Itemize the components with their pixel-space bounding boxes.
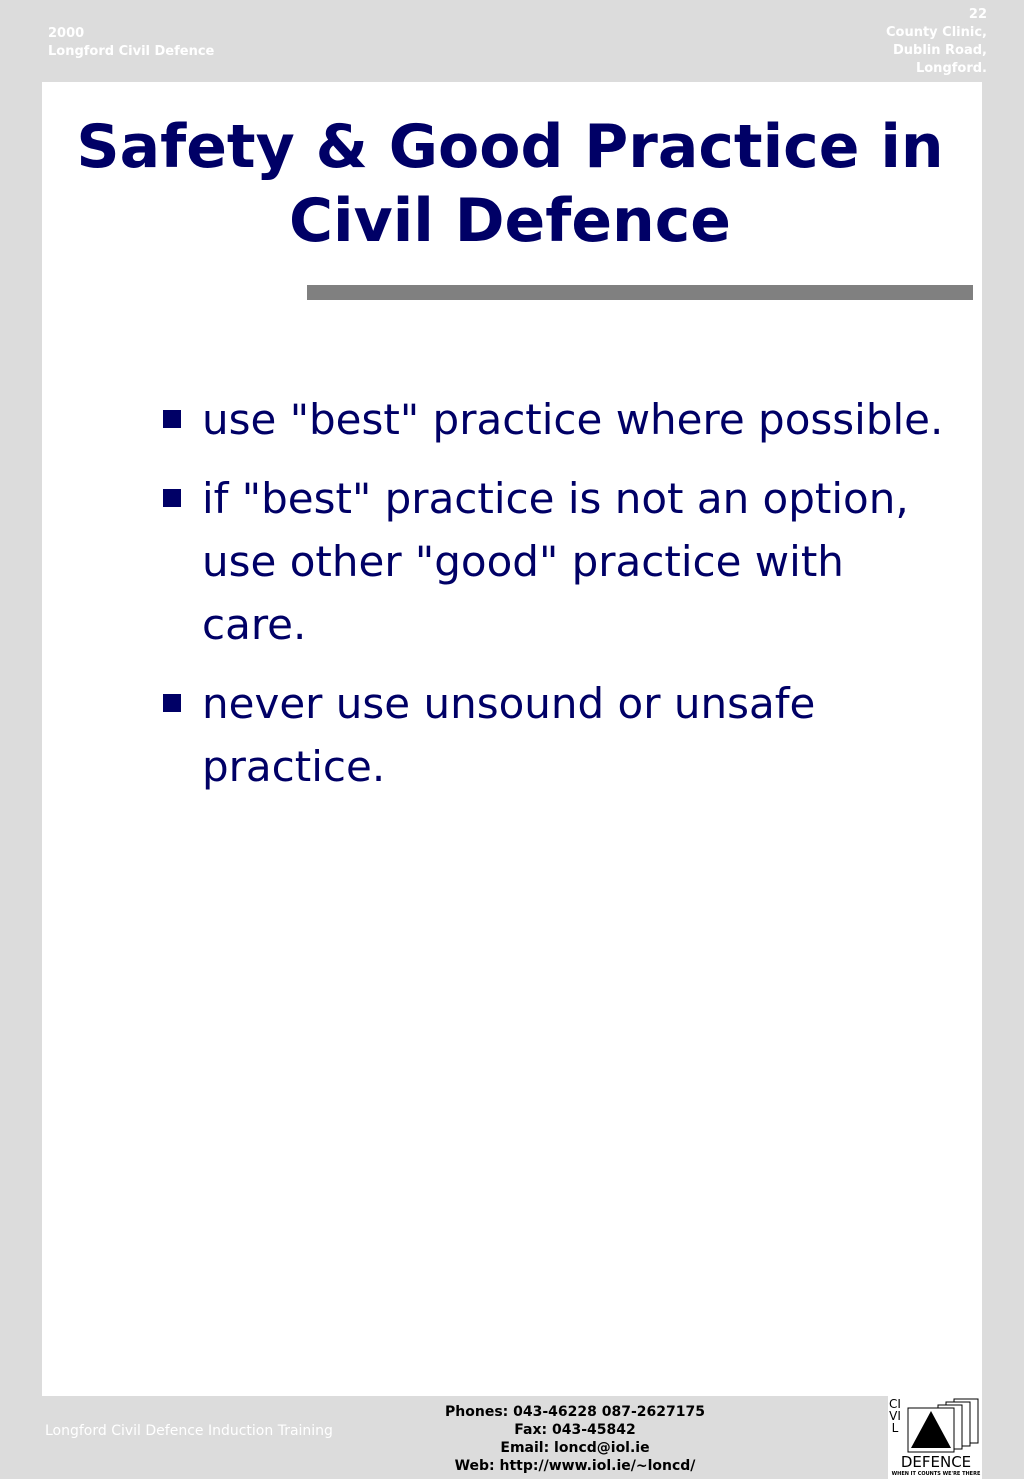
square-bullet-icon (163, 489, 181, 507)
footer-course-title: Longford Civil Defence Induction Training (45, 1423, 333, 1439)
header-left (48, 25, 214, 61)
title-underline-rule (307, 285, 973, 300)
logo-tagline: WHEN IT COUNTS WE'RE THERE (891, 1471, 981, 1477)
square-bullet-icon (163, 410, 181, 428)
triangle-logo-icon (902, 1396, 982, 1454)
bullet-text-line-1: if "best" practice is not an option, (202, 474, 909, 523)
footer-email: Email: loncd@iol.ie (500, 1440, 650, 1456)
bullet-list (160, 388, 960, 814)
bullet-text-line-1: use "best" practice where possible. (202, 395, 944, 444)
square-bullet-icon (163, 694, 181, 712)
address-line-2: Dublin Road, (892, 43, 987, 58)
footer-contact-details (400, 1403, 750, 1475)
header-right (886, 6, 987, 78)
footer-web: Web: http://www.iol.ie/~loncd/ (454, 1458, 696, 1474)
header-organisation: Longford Civil Defence (48, 44, 215, 59)
bullet-item (160, 672, 960, 798)
slide-title (60, 110, 960, 258)
bullet-item (160, 388, 960, 451)
left-margin-band (0, 0, 42, 1479)
bullet-item (160, 467, 960, 656)
bullet-text-line-2: practice. (202, 742, 386, 791)
slide-title-line-1: Safety & Good Practice in (76, 112, 944, 182)
logo-vertical-text: CIVIL (889, 1397, 901, 1435)
page-number: 22 (968, 7, 987, 22)
address-line-3: Longford. (915, 61, 987, 76)
logo-word: DEFENCE (900, 1453, 972, 1471)
right-margin-band (982, 0, 1024, 1479)
bullet-text-line-2: use other "good" practice with care. (202, 537, 844, 649)
civil-defence-logo (888, 1396, 982, 1479)
footer-phones: Phones: 043-46228 087-2627175 (445, 1404, 705, 1420)
address-line-1: County Clinic, (885, 25, 987, 40)
slide-title-line-2: Civil Defence (288, 186, 731, 256)
header-year: 2000 (48, 26, 85, 41)
footer-fax: Fax: 043-45842 (514, 1422, 636, 1438)
bullet-text-line-1: never use unsound or unsafe (202, 679, 816, 728)
